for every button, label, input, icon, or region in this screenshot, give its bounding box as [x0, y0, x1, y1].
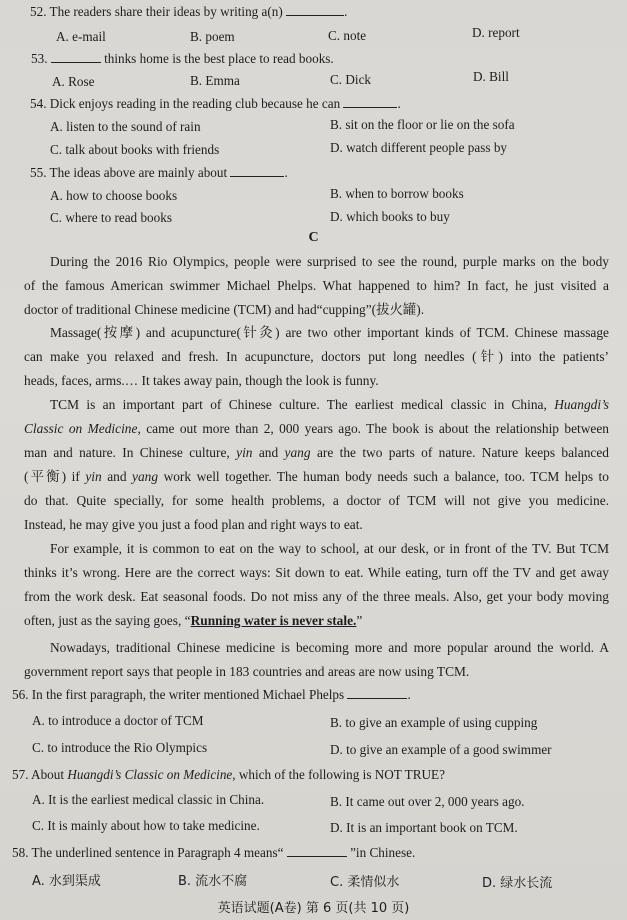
question-stem-text: 54. Dick enjoys reading in the reading club because he can [30, 96, 341, 111]
q56-option-d: D. to give an example of a good swimmer [330, 742, 552, 757]
p3-text: are the two parts of nature. Nature keeps balanced [316, 445, 609, 460]
p3-line-3 [24, 441, 609, 465]
book-title-italic: Huangdi’s Classic on Medicine [67, 767, 233, 782]
yin-word: yin [236, 445, 253, 460]
q53-option-a: A. Rose [52, 74, 95, 89]
p1-line-2: of the famous American swimmer Michael Phelps. What happened to him? In fact, he just visited a [24, 278, 609, 293]
question-stem-text: 58. The underlined sentence in Paragraph 4 means“ [12, 845, 284, 860]
p4-line-1: For example, it is common to eat on the way to school, at our desk, or in front of the TV. But TCM [50, 541, 609, 556]
p4-text: ” [356, 613, 363, 628]
answer-blank [343, 107, 397, 108]
question-stem-text: , which of the following is NOT TRUE? [232, 767, 445, 782]
question-stem-text: thinks home is the best place to read books. [104, 51, 334, 66]
q52-option-c: C. note [328, 28, 367, 43]
p4-line-4 [24, 609, 609, 633]
p3-line-6: Instead, he may give you just a food plan and right ways to eat. [24, 517, 363, 532]
book-title-italic: Classic on Medicine [24, 421, 138, 436]
q54-option-c: C. talk about books with friends [50, 142, 220, 157]
p5-line-2: government report says that people in 183 countries and areas are now using TCM. [24, 664, 470, 679]
q57-option-d: D. It is an important book on TCM. [330, 820, 518, 835]
p2-line-3: heads, faces, arms.… It takes away pain, though the look is funny. [24, 373, 379, 388]
p3-text: man and nature. In Chinese culture, [24, 445, 230, 460]
p3-text: , came out more than 2, 000 years ago. The book is about the relationship between [137, 421, 610, 436]
q53-option-b: B. Emma [190, 73, 240, 88]
q57-option-c: C. It is mainly about how to take medicine. [32, 818, 260, 833]
p1-line-3: doctor of traditional Chinese medicine (TCM) and had“cupping”(拔火罐). [24, 302, 425, 317]
p3-text: work well together. The human body needs such a balance, too. TCM helps to [163, 469, 609, 484]
q56-option-c: C. to introduce the Rio Olympics [32, 740, 208, 755]
q52-option-a: A. e-mail [56, 29, 106, 44]
answer-blank [51, 62, 101, 63]
q53-option-c: C. Dick [330, 72, 372, 87]
q58-option-a: A. 水到渠成 [32, 874, 101, 889]
p3-line-5: do that. Quite specially, for some health problems, a doctor of TCM will not give you medicine. [24, 493, 609, 508]
question-58-stem [12, 845, 415, 861]
answer-blank [347, 698, 407, 699]
q56-option-b: B. to give an example of using cupping [330, 715, 538, 730]
q57-option-a: A. It is the earliest medical classic in China. [32, 792, 265, 807]
q54-option-d: D. watch different people pass by [330, 140, 508, 155]
q55-option-d: D. which books to buy [330, 209, 450, 224]
question-54-stem [30, 96, 401, 112]
stem-end: ”in Chinese. [350, 845, 416, 860]
answer-blank [230, 176, 284, 177]
q58-option-c: C. 柔情似水 [330, 875, 400, 890]
p3-text: and [107, 469, 127, 484]
p3-line-2 [24, 417, 609, 441]
p2-line-2: can make you relaxed and fresh. In acupuncture, doctors put long needles (针) into the patients’ [24, 349, 609, 364]
stem-end: . [407, 687, 411, 702]
q52-option-b: B. poem [190, 29, 235, 44]
p2-line-1: Massage(按摩) and acupuncture(针灸) are two other important kinds of TCM. Chinese massage [50, 325, 609, 340]
section-heading: C [308, 230, 319, 245]
answer-blank [287, 856, 347, 857]
q55-option-c: C. where to read books [50, 210, 172, 225]
p3-text: (平衡) if [24, 469, 80, 484]
stem-end: . [397, 96, 401, 111]
question-stem-text: 52. The readers share their ideas by writing a(n) [30, 4, 283, 19]
underlined-sentence: Running water is never stale. [190, 613, 357, 628]
p3-line-1 [24, 393, 609, 417]
p3-text: TCM is an important part of Chinese culture. The earliest medical classic in China, [50, 397, 555, 412]
question-53-stem [31, 51, 334, 67]
book-title-italic: Huangdi’s [554, 397, 609, 412]
question-stem-text: 57. About [12, 767, 68, 782]
q55-option-b: B. when to borrow books [330, 186, 464, 201]
q58-option-d: D. 绿水长流 [482, 876, 553, 891]
question-number: 53. [31, 51, 48, 66]
stem-end: . [284, 165, 288, 180]
p4-line-2: thinks it’s wrong. Here are the correct ways: Sit down to eat. While eating, turn off the TV and get away [24, 565, 609, 580]
p3-line-4 [24, 465, 609, 489]
q56-option-a: A. to introduce a doctor of TCM [32, 713, 204, 728]
q54-option-a: A. listen to the sound of rain [50, 119, 201, 134]
yin-word: yin [85, 469, 102, 484]
p3-text: and [258, 445, 279, 460]
question-56-stem [12, 687, 411, 703]
q57-option-b: B. It came out over 2, 000 years ago. [330, 794, 525, 809]
q53-option-d: D. Bill [473, 69, 509, 84]
question-stem-text: 55. The ideas above are mainly about [30, 165, 228, 180]
q54-option-b: B. sit on the floor or lie on the sofa [330, 117, 515, 132]
q52-option-d: D. report [472, 25, 520, 40]
p5-line-1: Nowadays, traditional Chinese medicine is becoming more and more popular around the world. A [50, 640, 609, 655]
p4-text: often, just as the saying goes, “ [24, 613, 191, 628]
p4-line-3: from the work desk. Eat seasonal foods. Do not miss any of the three meals. Also, get your body moving [24, 589, 609, 604]
question-52-stem [30, 4, 347, 20]
answer-blank [286, 15, 344, 16]
yang-word: yang [132, 469, 159, 484]
q55-option-a: A. how to choose books [50, 188, 178, 203]
q58-option-b: B. 流水不腐 [178, 874, 248, 889]
question-57-stem [12, 767, 445, 783]
question-55-stem [30, 165, 288, 181]
yang-word: yang [284, 445, 311, 460]
p1-line-1: During the 2016 Rio Olympics, people were surprised to see the round, purple marks on the body [50, 254, 609, 269]
page-footer: 英语试题(A卷) 第 6 页(共 10 页) [217, 901, 410, 916]
stem-end: . [344, 4, 348, 19]
question-stem-text: 56. In the first paragraph, the writer mentioned Michael Phelps [12, 687, 345, 702]
